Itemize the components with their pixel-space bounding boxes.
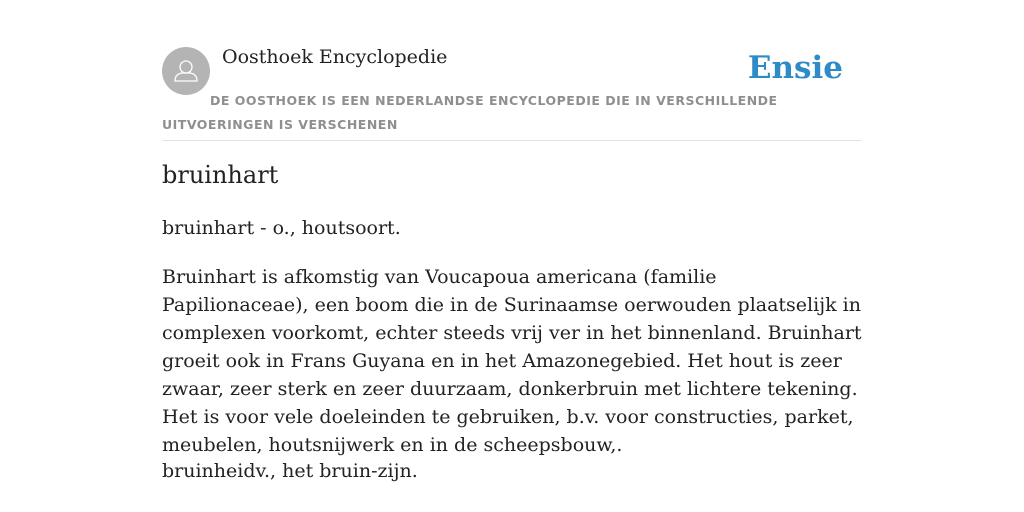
entry-body: Bruinhart is afkomstig van Voucapoua americana (familie Papilionaceae), een boom die in de Surinaamse oerwouden plaatselijk in complexen voorkomt, echter steeds vrij ver in het binnenland. Bruinhart groeit ook in Frans Guyana en in het Amazonegebied. Het hout is zeer zwaar, zeer sterk en zeer duurzaam, donkerbruin met lichtere tekening. Het is voor vele doeleinden te gebruiken, b.v. voor constructies, parket, meubelen, houtsnijwerk en in de scheepsbouw,. xyxy=(162,266,862,456)
entry-title: bruinhart xyxy=(162,161,279,189)
source-header xyxy=(162,0,862,141)
entry-definition: bruinhart - o., houtsoort. xyxy=(162,217,401,239)
source-name[interactable]: Oosthoek Encyclopedie xyxy=(222,46,448,68)
source-tagline: DE OOSTHOEK IS EEN NEDERLANDSE ENCYCLOPEDIE DIE IN VERSCHILLENDE UITVOERINGEN IS VERSCHENEN xyxy=(162,93,778,132)
page xyxy=(162,0,862,482)
next-entry: bruinheidv., het bruin-zijn. xyxy=(162,460,418,482)
avatar[interactable] xyxy=(162,47,210,95)
brand-logo[interactable]: Ensie xyxy=(747,50,843,86)
user-icon xyxy=(162,47,210,95)
